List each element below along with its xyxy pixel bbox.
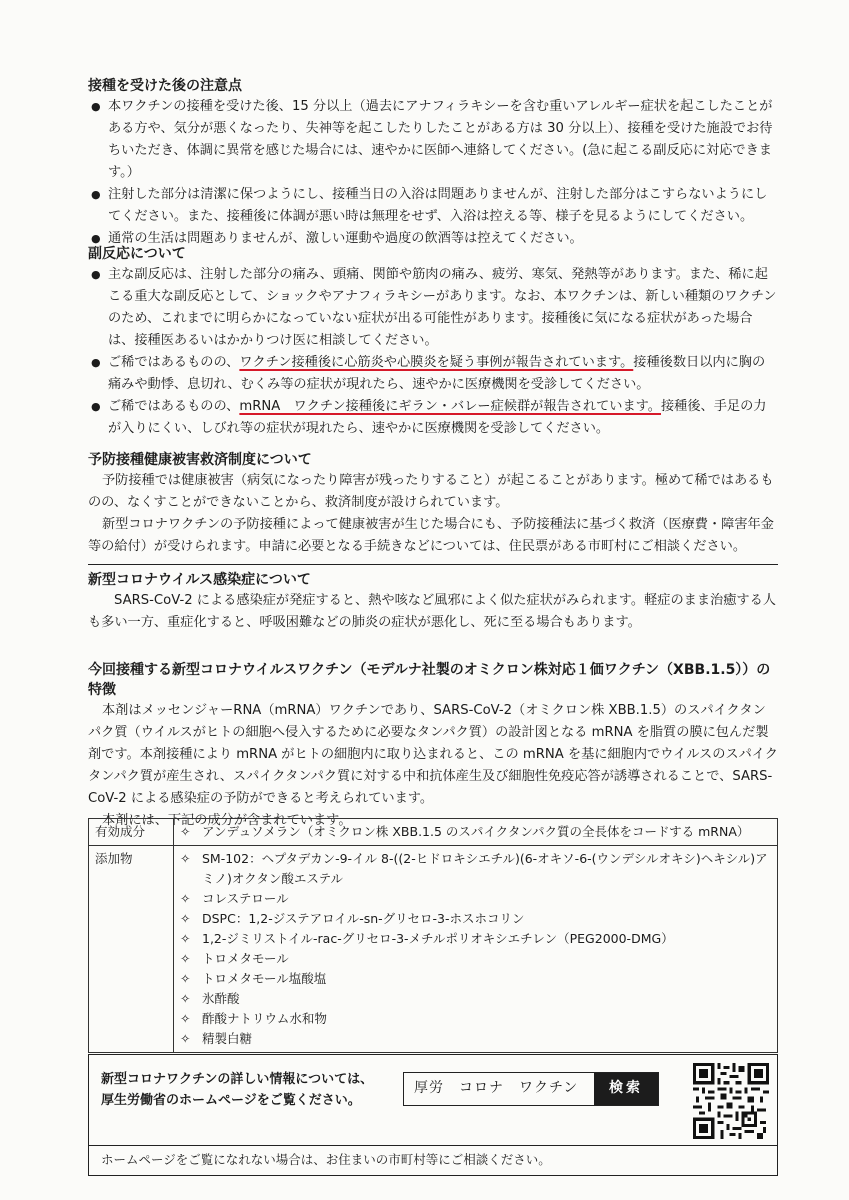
side-effect-item: ● 主な副反応は、注射した部分の痛み、頭痛、関節や筋肉の痛み、疲労、寒気、発熱等があります。また、稀に起こる重大な副反応として、ショックやアナフィラキシーがあります。なお、本ワクチンは、新しい種類のワクチンのため、これまでに明らかになっていない症状が出る可能性があります。接種後に気になる症状があった場合は、接種医あるいはかかりつけ医に相談してください。 xyxy=(88,264,778,352)
table-row xyxy=(89,819,778,846)
additive-item: 氷酢酸 xyxy=(202,991,240,1006)
qr-code-icon xyxy=(693,1063,769,1139)
diamond-bullet-icon: ✧ xyxy=(180,1031,191,1046)
myocarditis-warning: ワクチン接種後に心筋炎や心膜炎を疑う事例が報告されています。 xyxy=(239,355,634,370)
covid-paragraph: SARS-CoV-2 による感染症が発症すると、熱や咳など風邪によく似た症状がみられます。軽症のまま治癒する人も多い一方、重症化すると、呼吸困難などの肺炎の症状が悪化し、死に至る場合もあります。 xyxy=(88,593,776,630)
footer-message xyxy=(101,1069,391,1111)
list-item xyxy=(180,929,771,949)
diamond-bullet-icon: ✧ xyxy=(180,991,191,1006)
after-list xyxy=(88,96,778,250)
ingredients-table xyxy=(88,818,778,1053)
footer-note: ホームページをご覧になれない場合は、お住まいの市町村等にご相談ください。 xyxy=(101,1152,551,1167)
additive-item: コレステロール xyxy=(202,891,289,906)
heading-relief-system: 予防接種健康被害救済制度について xyxy=(88,452,312,468)
additive-item: DSPC：1,2-ジステアロイル-sn-グリセロ-3-ホスホコリン xyxy=(202,911,525,926)
list-item xyxy=(180,1029,771,1049)
after-item: ● 本ワクチンの接種を受けた後、15 分以上（過去にアナフィラキシーを含む重いアレルギー症状を起こしたことがある方や、気分が悪くなったり、失神等を起こしたりしたことがある方は 30 分以上）、接種を受けた施設でお待ちいただき、体調に異常を感じた場合には、速やかに医師へ連絡してください。(急に起こる副反応に対応できます。） xyxy=(88,96,778,184)
additive-label: 添加物 xyxy=(89,846,174,1053)
relief-paragraph: 新型コロナワクチンの予防接種によって健康被害が生じた場合にも、予防接種法に基づく救済（医療費・障害年金等の給付）が受けられます。申請に必要となる手続きなどについては、住民票がある市町村にご相談ください。 xyxy=(88,517,774,554)
diamond-bullet-icon: ✧ xyxy=(180,891,191,906)
search-terms[interactable]: 厚労 コロナ ワクチン xyxy=(414,1080,579,1096)
diamond-bullet-icon: ✧ xyxy=(180,951,191,966)
additive-item: SM-102：ヘプタデカン-9-イル 8-((2-ヒドロキシエチル)(6-オキソ-6-(ウンデシルオキシ)ヘキシル)アミノ)オクタン酸エステル xyxy=(202,851,768,886)
active-ingredient: アンデュソメラン（オミクロン株 XBB.1.5 のスパイクタンパク質の全長体をコードする mRNA） xyxy=(202,824,750,839)
section-covid xyxy=(88,570,778,634)
additive-item: トロメタモール塩酸塩 xyxy=(202,971,327,986)
footer-message-line: 新型コロナワクチンの詳しい情報については、 xyxy=(101,1072,374,1087)
side-effect-item xyxy=(88,396,778,440)
diamond-bullet-icon: ✧ xyxy=(180,911,191,926)
relief-paragraph: 予防接種では健康被害（病気になったり障害が残ったりすること）が起こることがあります。極めて稀ではあるものの、なくすことができないことから、救済制度が設けられています。 xyxy=(88,473,774,510)
diamond-bullet-icon: ✧ xyxy=(180,971,191,986)
footer-message-line: 厚生労働省のホームページをご覧ください。 xyxy=(101,1093,361,1108)
list-item xyxy=(180,909,771,929)
additive-item: 1,2-ジミリストイル-rac-グリセロ-3-メチルポリオキシエチレン（PEG2000-DMG） xyxy=(202,931,674,946)
after-item: ● 注射した部分は清潔に保つようにし、接種当日の入浴は問題ありませんが、注射した部分はこすらないようにしてください。また、接種後に体調が悪い時は無理をせず、入浴は控える等、様子を見るようにしてください。 xyxy=(88,184,778,228)
heading-vaccine-features: 今回接種する新型コロナウイルスワクチン（モデルナ社製のオミクロン株対応１価ワクチン（XBB.1.5））の特徴 xyxy=(88,662,771,698)
table-row xyxy=(89,846,778,1053)
heading-side-effects: 副反応について xyxy=(88,246,186,262)
side-item3-post: 接種後、手足の力が入りにくい、しびれ等の症状が現れたら、速やかに医療機関を受診してください。 xyxy=(108,399,767,436)
list-item xyxy=(180,949,771,969)
section-relief-system xyxy=(88,450,778,558)
guillain-barre-warning: mRNA ワクチン接種後にギラン・バレー症候群が報告されています。 xyxy=(239,399,661,414)
heading-after-vaccination: 接種を受けた後の注意点 xyxy=(88,78,242,94)
section-side-effects xyxy=(88,244,778,440)
list-item xyxy=(180,989,771,1009)
list-item xyxy=(180,849,771,889)
active-label: 有効成分 xyxy=(89,819,174,846)
heading-covid: 新型コロナウイルス感染症について xyxy=(88,572,311,588)
after-item: ● 通常の生活は問題ありませんが、激しい運動や過度の飲酒等は控えてください。 xyxy=(88,228,778,250)
section-vaccine-features xyxy=(88,660,778,832)
section-divider xyxy=(88,564,778,565)
list-item xyxy=(180,889,771,909)
additive-item: トロメタモール xyxy=(202,951,289,966)
search-box[interactable] xyxy=(403,1072,659,1106)
section-after-vaccination xyxy=(88,76,778,250)
ingredients-intro: 本剤には、下記の成分が含まれています。 xyxy=(102,813,352,828)
diamond-bullet-icon: ✧ xyxy=(180,931,191,946)
info-footer-box xyxy=(88,1054,778,1176)
list-item xyxy=(180,822,771,842)
list-item xyxy=(180,969,771,989)
diamond-bullet-icon: ✧ xyxy=(180,824,191,839)
side-effect-item xyxy=(88,352,778,396)
additive-item: 精製白糖 xyxy=(202,1031,253,1046)
footer-divider xyxy=(89,1145,777,1146)
additive-cell xyxy=(174,846,778,1053)
vaccine-paragraph: 本剤はメッセンジャーRNA（mRNA）ワクチンであり、SARS-CoV-2（オミクロン株 XBB.1.5）のスパイクタンパク質（ウイルスがヒトの細胞へ侵入するために必要なタンパク質）の設計図となる mRNA を脂質の膜に包んだ製剤です。本剤接種により mRNA がヒトの細胞内に取り込まれると、この mRNA を基に細胞内でウイルスのスパイクタンパク質が産生され、スパイクタンパク質に対する中和抗体産生及び細胞性免疫応答が誘導されることで、SARS-CoV-2 による感染症の予防ができると考えられています。 xyxy=(88,703,778,806)
side-item2-pre: ご稀ではあるものの、 xyxy=(108,355,240,370)
additive-item: 酢酸ナトリウム水和物 xyxy=(202,1011,327,1026)
side-item3-pre: ご稀ではあるものの、 xyxy=(108,399,240,414)
search-button[interactable]: 検索 xyxy=(594,1073,658,1105)
active-cell xyxy=(174,819,778,846)
list-item xyxy=(180,1009,771,1029)
side-item2-post: 接種後数日以内に胸の痛みや動悸、息切れ、むくみ等の症状が現れたら、速やかに医療機関を受診してください。 xyxy=(108,355,766,392)
diamond-bullet-icon: ✧ xyxy=(180,1011,191,1026)
side-effects-list xyxy=(88,264,778,440)
diamond-bullet-icon: ✧ xyxy=(180,851,191,866)
